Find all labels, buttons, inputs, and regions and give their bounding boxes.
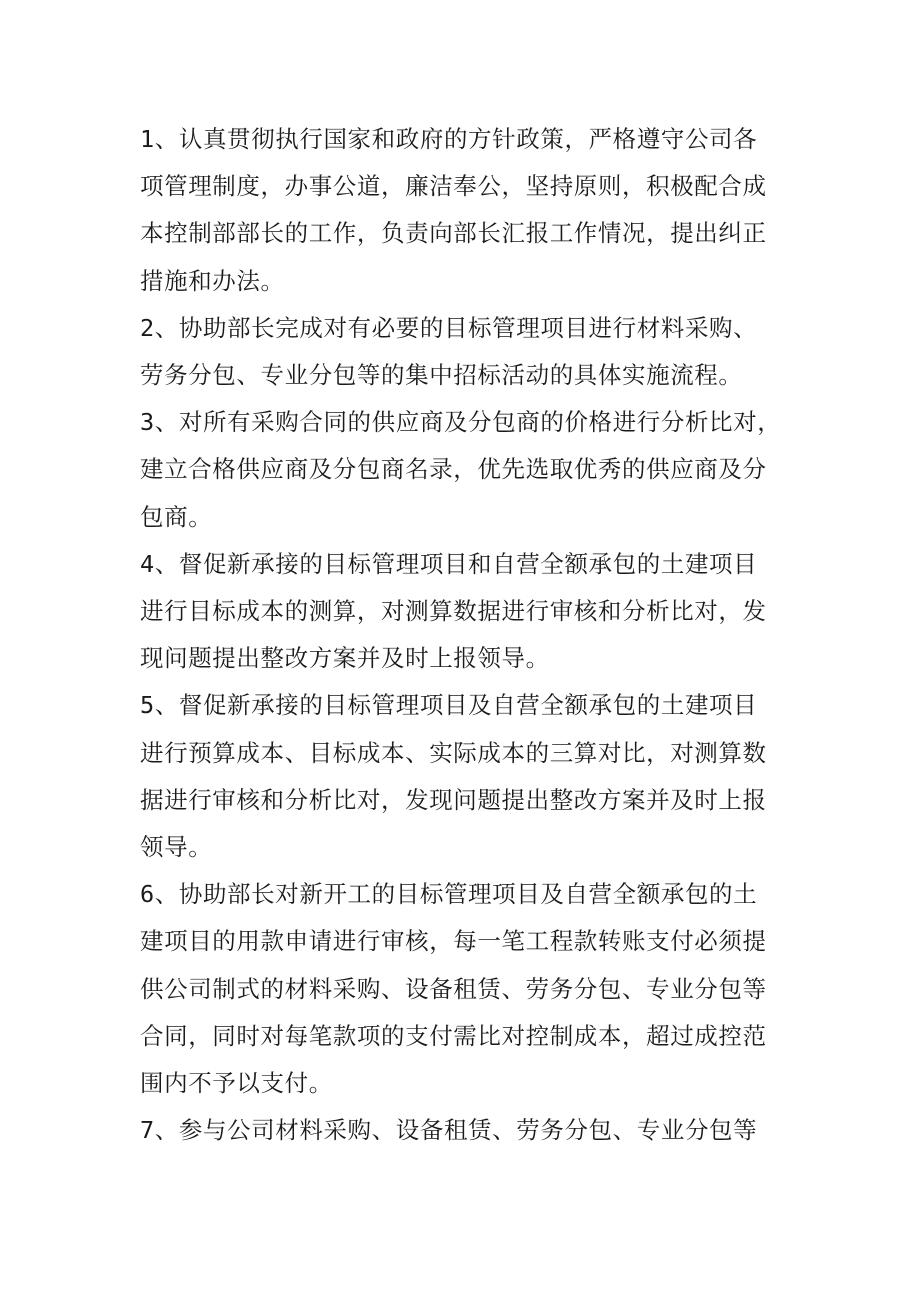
paragraph-item-4: 4、督促新承接的目标管理项目和自营全额承包的土建项目 进行目标成本的测算，对测算数据进行审核和分析比对，发 现问题提出整改方案并及时上报领导。 [140,549,767,673]
paragraph-item-3: 3、对所有采购合同的供应商及分包商的价格进行分析比对， 建立合格供应商及分包商名录，优先选取优秀的供应商及分 包商。 [140,408,782,531]
paragraph-item-7: 7、参与公司材料采购、设备租赁、劳务分包、专业分包等 [140,1116,758,1145]
paragraph-item-2: 2、协助部长完成对有必要的目标管理项目进行材料采购、 劳务分包、专业分包等的集中招标活动的具体实施流程。 [140,313,758,390]
paragraph-item-6: 6、协助部长对新开工的目标管理项目及自营全额承包的土 建项目的用款申请进行审核，每一笔工程款转账支付必须提 供公司制式的材料采购、设备租赁、劳务分包、专业分包等 合同，同时对每笔款项的支付需比对控制成本，超过成控范 围内不予以支付。 [140,880,767,1098]
paragraph-item-1: 1、认真贯彻执行国家和政府的方针政策，严格遵守公司各 项管理制度，办事公道，廉洁奉公，坚持原则，积极配合成 本控制部部长的工作，负责向部长汇报工作情况，提出纠正 措施和办法。 [140,125,767,295]
document-body [140,116,790,1154]
paragraph-item-5: 5、督促新承接的目标管理项目及自营全额承包的土建项目 进行预算成本、目标成本、实际成本的三算对比，对测算数 据进行审核和分析比对，发现问题提出整改方案并及时上报 领导。 [140,691,767,862]
